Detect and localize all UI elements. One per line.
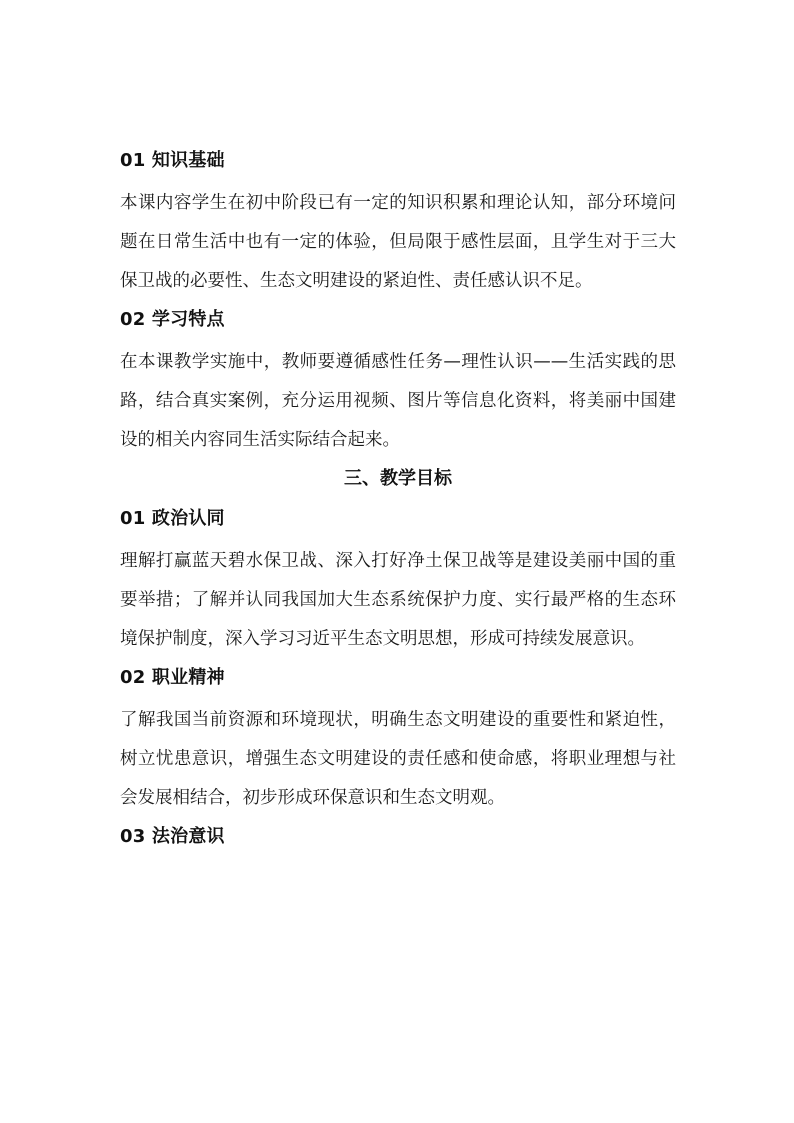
heading-learning-features: 02 学习特点 xyxy=(120,309,225,330)
paragraph-political-identity: 理解打赢蓝天碧水保卫战、深入打好净土保卫战等是建设美丽中国的重要举措；了解并认同我国加大生态系统保护力度、实行最严格的生态环境保护制度，深入学习习近平生态文明思想，形成可持续发展意识。 xyxy=(120,551,676,649)
document-body xyxy=(120,147,676,860)
heading-legal-awareness: 03 法治意识 xyxy=(120,826,225,847)
heading-professional-spirit: 02 职业精神 xyxy=(120,667,225,688)
heading-knowledge-basis: 01 知识基础 xyxy=(120,150,225,171)
paragraph-knowledge-basis: 本课内容学生在初中阶段已有一定的知识积累和理论认知，部分环境问题在日常生活中也有一定的体验，但局限于感性层面，且学生对于三大保卫战的必要性、生态文明建设的紧迫性、责任感认识不足。 xyxy=(120,193,676,291)
paragraph-learning-features: 在本课教学实施中，教师要遵循感性任务—理性认识——生活实践的思路，结合真实案例，充分运用视频、图片等信息化资料，将美丽中国建设的相关内容同生活实际结合起来。 xyxy=(120,352,676,450)
heading-political-identity: 01 政治认同 xyxy=(120,508,225,529)
paragraph-professional-spirit: 了解我国当前资源和环境现状，明确生态文明建设的重要性和紧迫性，树立忧患意识，增强生态文明建设的责任感和使命感，将职业理想与社会发展相结合，初步形成环保意识和生态文明观。 xyxy=(120,710,676,808)
section-title-teaching-goals: 三、教学目标 xyxy=(344,468,452,489)
